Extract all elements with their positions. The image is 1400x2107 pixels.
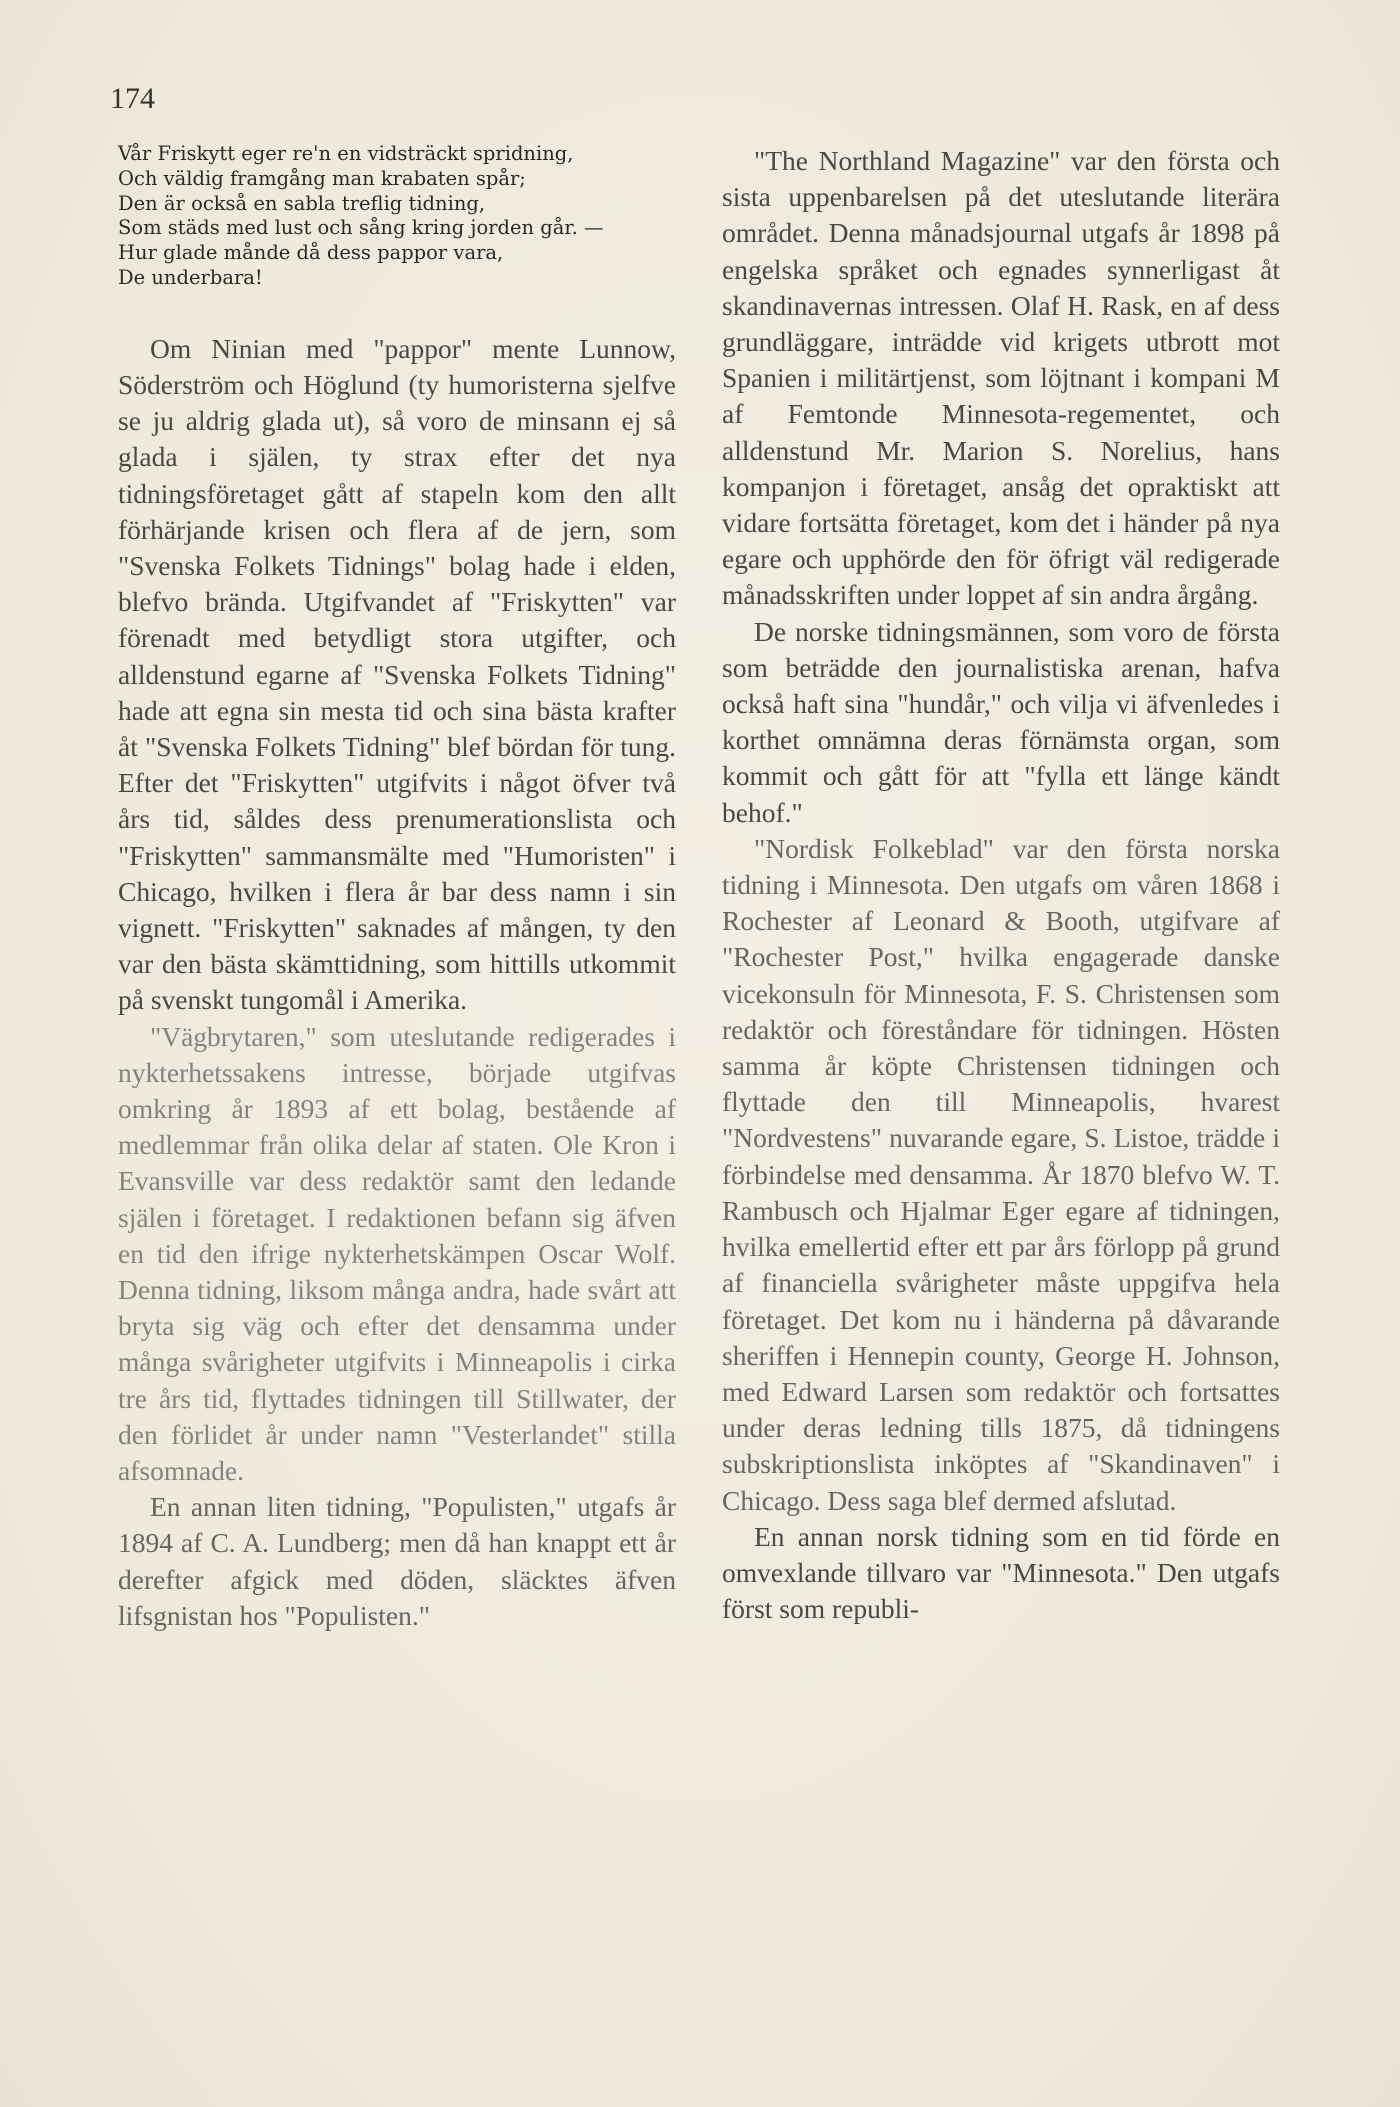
- page-number: 174: [110, 82, 155, 115]
- paragraph-minnesota: En annan norsk tidning som en tid förde en omvexlande tillvaro var "Minnesota." Den utgafs först som republi-: [722, 1520, 1280, 1625]
- poem-line: Hur glade månde då dess pappor vara,: [118, 241, 504, 265]
- poem-line: De underbara!: [118, 265, 263, 289]
- left-column: [118, 142, 676, 1634]
- poem-line: Den är också en sabla treflig tidning,: [118, 191, 486, 215]
- paragraph-nordisk-folkeblad: "Nordisk Folkeblad" var den första norska tidning i Minnesota. Den utgafs om våren 1868 i Rochester af Leonard & Booth, utgifvare af "Rochester Post," hvilka engagerade danske vicekonsuln för Minnesota, F. S. Christensen som redaktör och föreståndare för tidningen. Hösten samma år köpte Christensen tidningen och flyttade den till Minneapolis, hvarest "Nordvestens" nuvarande egare, S. Listoe, trädde i förbindelse med densamma. År 1870 blefvo W. T. Rambusch och Hjalmar Eger egare af tidningen, hvilka emellertid efter ett par års förlopp på grund af financiella svårigheter måste uppgifva hela företaget. Det kom nu i händerna på dåvarande sheriffen i Hennepin county, George H. Johnson, med Edward Larsen som redaktör och fortsattes under deras ledning tills 1875, då tidningens subskriptionslista inköptes af "Skandinaven" i Chicago. Dess saga blef dermed afslutad.: [722, 832, 1280, 1516]
- poem-line: Som städs med lust och sång kring jorden går. —: [118, 216, 604, 240]
- poem-line: Och väldig framgång man krabaten spår;: [118, 166, 526, 190]
- paragraph-norske-tidningsman: De norske tidningsmännen, som voro de första som beträdde den journalistiska arenan, hafva också haft sina "hundår," och vilja vi äfvenledes i korthet omnämna deras förnämsta organ, som kommit och gått för att "fylla ett länge kändt behof.": [722, 615, 1280, 828]
- paragraph-northland-magazine: "The Northland Magazine" var den första och sista uppenbarelsen på det uteslutande literära området. Denna månadsjournal utgafs år 1898 på engelska språket och egnades synnerligast åt skandinavernas intressen. Olaf H. Rask, en af dess grundläggare, inträdde vid krigets utbrott mot Spanien i militärtjenst, som löjtnant i kompani M af Femtonde Minnesota-regementet, och alldenstund Mr. Marion S. Norelius, hans kompanjon i företaget, ansåg det opraktiskt att vidare fortsätta företaget, kom det i händer på nya egare och upphörde den för öfrigt väl redigerade månadsskriften under loppet af sin andra årgång.: [722, 145, 1280, 611]
- paragraph-friskytten: Om Ninian med "pappor" mente Lunnow, Söderström och Höglund (ty humoristerna sjelfve se ju aldrig glada ut), så voro de minsann ej så glada i själen, ty strax efter det nya tidningsföretaget gått af stapeln kom den allt förhärjande krisen och flera af de jern, som "Svenska Folkets Tidnings" bolag hade i elden, blefvo brända. Utgifvandet af "Friskytten" var förenadt med betydligt stora utgifter, och alldenstund egarne af "Svenska Folkets Tidning" hade att egna sin mesta tid och sina bästa krafter åt "Svenska Folkets Tidning" blef bördan för tung. Efter det "Friskytten" utgifvits i något öfver två års tid, såldes dess prenumerationslista och "Friskytten" sammansmälte med "Humoristen" i Chicago, hvilken i flera år bar dess namn i sin vignett. "Friskytten" saknades af mången, ty den var den bästa skämttidning, som hittills utkommit på svenskt tungomål i Amerika.: [118, 332, 676, 1016]
- poem-block: [118, 142, 676, 291]
- right-column: [722, 143, 1280, 1627]
- poem-line: Vår Friskytt eger re'n en vidsträckt spridning,: [118, 142, 574, 165]
- paragraph-populisten: En annan liten tidning, "Populisten," utgafs år 1894 af C. A. Lundberg; men då han knappt ett år derefter afgick med döden, släcktes äfven lifsgnistan hos "Populisten.": [118, 1491, 676, 1631]
- paragraph-vagbrytaren: "Vägbrytaren," som uteslutande redigerades i nykterhetssakens intresse, började utgifvas omkring år 1893 af ett bolag, bestående af medlemmar från olika delar af staten. Ole Kron i Evansville var dess redaktör samt den ledande själen i företaget. I redaktionen befann sig äfven en tid den ifrige nykterhetskämpen Oscar Wolf. Denna tidning, liksom många andra, hade svårt att bryta sig väg och efter det densamma under många svårigheter utgifvits i Minneapolis i cirka tre års tid, flyttades tidningen till Stillwater, der den förlidet år under namn "Vesterlandet" stilla afsomnade.: [118, 1020, 676, 1487]
